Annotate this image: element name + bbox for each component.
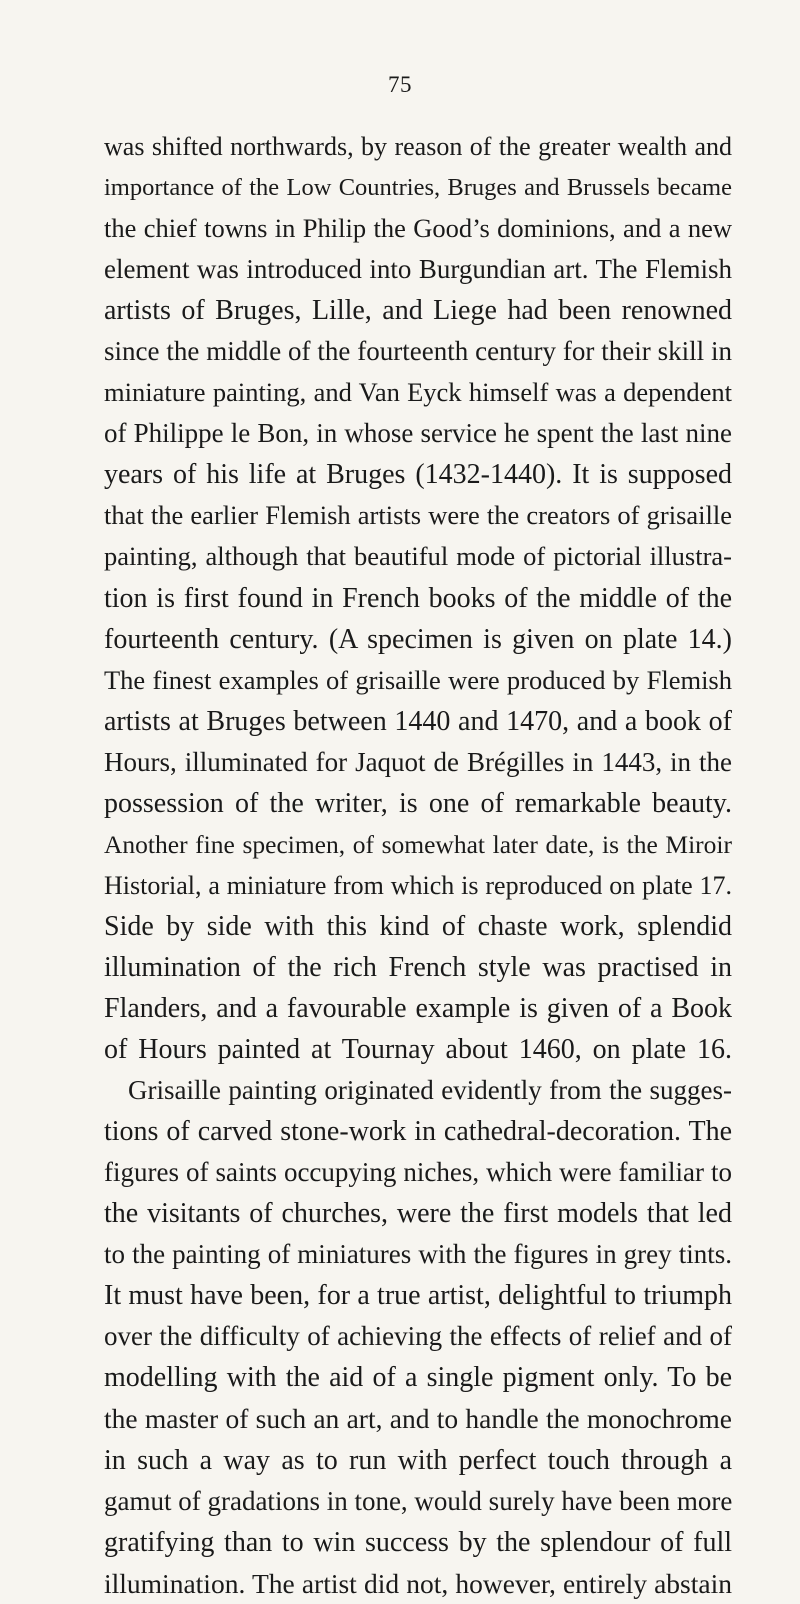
text-line: gratifying than to win success by the splendour of full xyxy=(104,1526,732,1558)
text-line: Hours, illuminated for Jaquot de Brégilles in 1443, in the xyxy=(104,746,732,777)
text-line: tions of carved stone-work in cathedral-decoration. The xyxy=(104,1116,732,1148)
text-line: Flanders, and a favourable example is given of a Book xyxy=(104,992,732,1024)
text-line: that the earlier Flemish artists were the creators of grisaille xyxy=(104,500,732,531)
page-number: 75 xyxy=(388,72,412,97)
text-line: of Hours painted at Tournay about 1460, on plate 16. xyxy=(104,1034,732,1066)
text-line: figures of saints occupying niches, which were familiar to xyxy=(104,1157,732,1188)
text-line: of Philippe le Bon, in whose service he spent the last nine xyxy=(104,418,732,449)
text-line: was shifted northwards, by reason of the greater wealth and xyxy=(104,132,732,161)
body-text xyxy=(104,126,732,1604)
text-line: in such a way as to run with perfect touch through a xyxy=(104,1444,732,1476)
text-line: Historial, a miniature from which is reproduced on plate 17. xyxy=(104,870,732,900)
text-line: to the painting of miniatures with the figures in grey tints. xyxy=(104,1239,732,1270)
text-line: the visitants of churches, were the first models that led xyxy=(104,1198,732,1230)
text-line: illumination of the rich French style was practised in xyxy=(104,951,732,983)
text-line: gamut of gradations in tone, would surely have been more xyxy=(104,1485,732,1516)
text-line: The finest examples of grisaille were produced by Flemish xyxy=(104,664,732,695)
text-line: artists at Bruges between 1440 and 1470, and a book of xyxy=(104,705,732,737)
text-line: Grisaille painting originated evidently from the sugges- xyxy=(128,1075,732,1106)
text-line: Side by side with this kind of chaste work, splendid xyxy=(104,910,732,942)
text-line: Another fine specimen, of somewhat later date, is the Miroir xyxy=(104,829,732,859)
text-line: possession of the writer, is one of remarkable beauty. xyxy=(104,787,732,819)
text-line: the chief towns in Philip the Good’s dominions, and a new xyxy=(104,213,732,244)
text-line: over the difficulty of achieving the effects of relief and of xyxy=(104,1321,732,1352)
text-line: since the middle of the fourteenth century for their skill in xyxy=(104,336,732,367)
text-line: fourteenth century. (A specimen is given on plate 14.) xyxy=(104,623,732,655)
text-line: miniature painting, and Van Eyck himself was a dependent xyxy=(104,377,732,408)
text-line: importance of the Low Countries, Bruges and Brussels became xyxy=(104,174,732,202)
text-line: illumination. The artist did not, however, entirely abstain xyxy=(104,1567,732,1599)
text-line: element was introduced into Burgundian art. The Flemish xyxy=(104,254,732,285)
text-line: modelling with the aid of a single pigment only. To be xyxy=(104,1362,732,1394)
text-line: the master of such an art, and to handle the monochrome xyxy=(104,1403,732,1435)
text-line: artists of Bruges, Lille, and Liege had been renowned xyxy=(104,295,732,327)
text-line: years of his life at Bruges (1432-1440). It is supposed xyxy=(104,459,732,491)
text-line: It must have been, for a true artist, delightful to triumph xyxy=(104,1280,732,1312)
text-line: tion is first found in French books of the middle of the xyxy=(104,582,732,614)
text-line: painting, although that beautiful mode of pictorial illustra- xyxy=(104,541,732,572)
